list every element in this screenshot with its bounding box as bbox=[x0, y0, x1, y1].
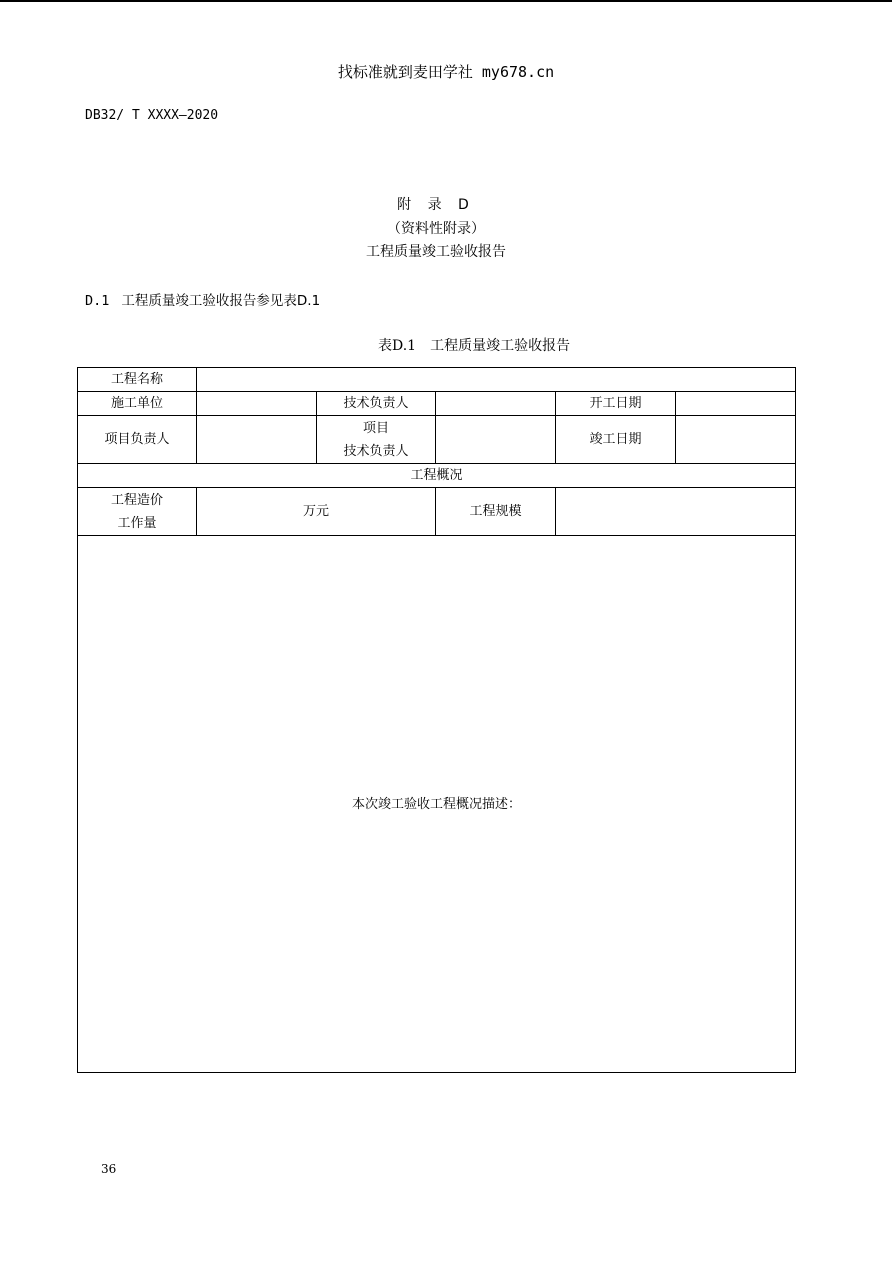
appendix-type: （资料性附录） bbox=[387, 221, 485, 237]
section-number: D.1 bbox=[85, 293, 110, 309]
project-manager-label: 项目负责人 bbox=[78, 416, 197, 464]
completion-date-label: 竣工日期 bbox=[556, 416, 676, 464]
table-caption-label: 表D.1 bbox=[378, 338, 417, 354]
table-caption-title: 工程质量竣工验收报告 bbox=[430, 338, 571, 354]
project-tech-lead-line2: 技术负责人 bbox=[343, 443, 409, 459]
section-heading bbox=[85, 289, 320, 309]
description-cell[interactable]: 本次竣工验收工程概况描述： bbox=[78, 536, 796, 1073]
document-number: DB32/ T XXXX—2020 bbox=[85, 108, 219, 123]
cost-value-cell[interactable]: 万元 bbox=[197, 488, 436, 536]
cost-label-line2: 工作量 bbox=[117, 515, 157, 531]
table-row bbox=[78, 488, 796, 536]
table-row bbox=[78, 368, 796, 392]
cost-label bbox=[78, 488, 197, 536]
table-row bbox=[78, 392, 796, 416]
overview-header: 工程概况 bbox=[78, 464, 796, 488]
top-border-line bbox=[0, 0, 892, 2]
technical-lead-value-cell[interactable] bbox=[436, 392, 556, 416]
table-caption bbox=[378, 335, 570, 355]
scale-label: 工程规模 bbox=[436, 488, 556, 536]
section-text: 工程质量竣工验收报告参见表D.1 bbox=[121, 293, 321, 309]
cost-label-line1: 工程造价 bbox=[110, 492, 163, 508]
construction-unit-value-cell[interactable] bbox=[197, 392, 317, 416]
watermark-text: 找标准就到麦田学社 my678.cn bbox=[337, 63, 555, 81]
completion-report-table bbox=[77, 367, 796, 1073]
project-name-label: 工程名称 bbox=[78, 368, 197, 392]
project-tech-lead-label bbox=[317, 416, 436, 464]
table-row bbox=[78, 464, 796, 488]
completion-date-value-cell[interactable] bbox=[676, 416, 796, 464]
start-date-value-cell[interactable] bbox=[676, 392, 796, 416]
page-number: 36 bbox=[101, 1162, 117, 1176]
project-tech-lead-line1: 项目 bbox=[362, 420, 389, 436]
construction-unit-label: 施工单位 bbox=[78, 392, 197, 416]
project-manager-value-cell[interactable] bbox=[197, 416, 317, 464]
project-name-value-cell[interactable] bbox=[197, 368, 796, 392]
technical-lead-label: 技术负责人 bbox=[317, 392, 436, 416]
start-date-label: 开工日期 bbox=[556, 392, 676, 416]
scale-value-cell[interactable] bbox=[556, 488, 796, 536]
appendix-name: 工程质量竣工验收报告 bbox=[366, 244, 506, 260]
table-row bbox=[78, 416, 796, 464]
project-tech-lead-value-cell[interactable] bbox=[436, 416, 556, 464]
table-row bbox=[78, 536, 796, 1073]
appendix-title: 附 录 D bbox=[397, 197, 475, 213]
